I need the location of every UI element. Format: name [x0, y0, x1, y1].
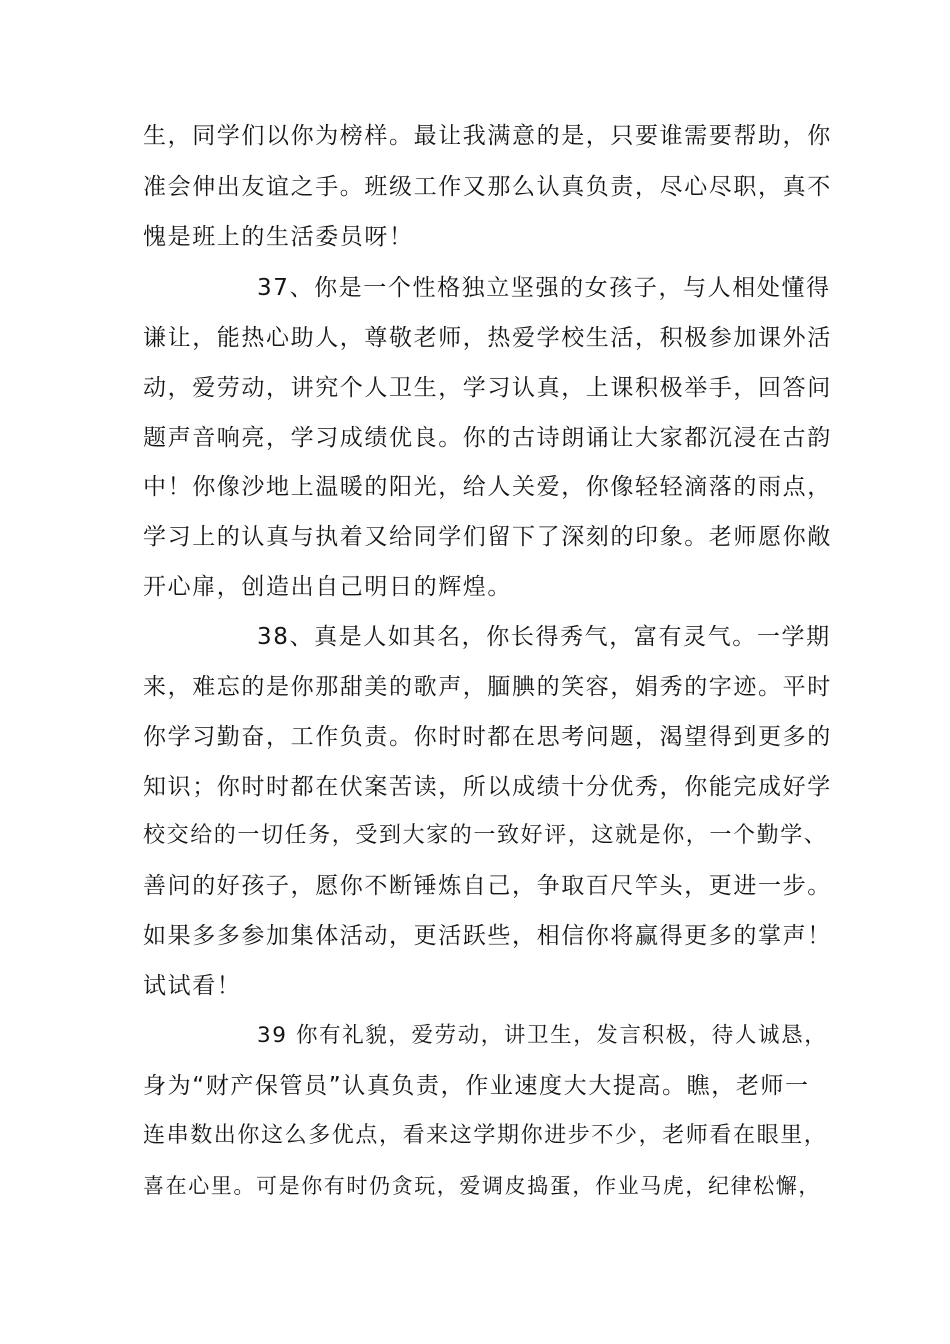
- text-line: 谦让，能热心助人，尊敬老师，热爱学校生活，积极参加课外活: [143, 325, 832, 351]
- text-line: 如果多多参加集体活动，更活跃些，相信你将赢得更多的掌声！: [143, 923, 832, 949]
- text-line: 连串数出你这么多优点，看来这学期你进步不少，老师看在眼里，: [143, 1123, 828, 1148]
- text-line: 来，难忘的是你那甜美的歌声，腼腆的笑容，娟秀的字迹。平时: [143, 674, 832, 700]
- text-line: 知识；你时时都在伏案苦读，所以成绩十分优秀，你能完成好学: [143, 774, 832, 800]
- paragraph-38-first-line: 38、真是人如其名，你长得秀气，富有灵气。一学期: [257, 624, 831, 650]
- text-line: 开心扉，创造出自己明日的辉煌。: [143, 574, 512, 600]
- text-line: 善问的好孩子，愿你不断锤炼自己，争取百尺竿头，更进一步。: [143, 873, 832, 899]
- text-line: 中！你像沙地上温暖的阳光，给人关爱，你像轻轻滴落的雨点，: [143, 474, 832, 500]
- text-line: 学习上的认真与执着又给同学们留下了深刻的印象。老师愿你敞: [143, 524, 832, 550]
- text-line: 愧是班上的生活委员呀！: [143, 224, 414, 250]
- text-line: 校交给的一切任务，受到大家的一致好评，这就是你，一个勤学、: [143, 823, 828, 848]
- paragraph-39-first-line: 39 你有礼貌，爱劳动，讲卫生，发言积极，待人诚恳，: [257, 1023, 828, 1048]
- text-line: 生，同学们以你为榜样。最让我满意的是，只要谁需要帮助，你: [143, 123, 832, 149]
- text-line: 你学习勤奋，工作负责。你时时都在思考问题，渴望得到更多的: [143, 724, 832, 750]
- text-line: 身为“财产保管员”认真负责，作业速度大大提高。瞧，老师一: [143, 1073, 810, 1099]
- text-line: 喜在心里。可是你有时仍贪玩，爱调皮捣蛋，作业马虎，纪律松懈，: [143, 1174, 821, 1198]
- text-line: 动，爱劳动，讲究个人卫生，学习认真，上课积极举手，回答问: [143, 375, 832, 401]
- text-line: 准会伸出友谊之手。班级工作又那么认真负责，尽心尽职，真不: [143, 174, 832, 200]
- text-line: 试试看！: [143, 973, 242, 999]
- paragraph-37-first-line: 37、你是一个性格独立坚强的女孩子，与人相处懂得: [257, 275, 831, 301]
- text-line: 题声音响亮，学习成绩优良。你的古诗朗诵让大家都沉浸在古韵: [143, 425, 832, 451]
